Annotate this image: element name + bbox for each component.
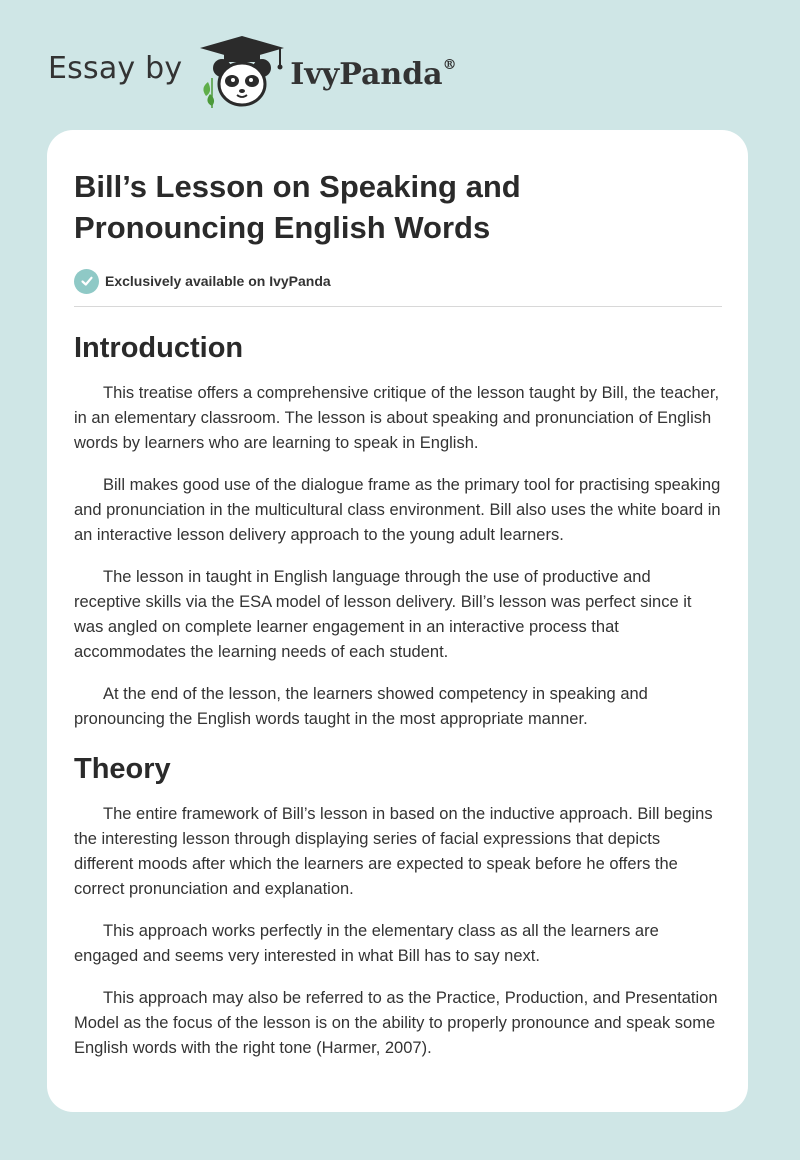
exclusive-label: Exclusively available on IvyPanda [105, 273, 331, 289]
article-card [47, 130, 748, 1112]
article-title: Bill’s Lesson on Speaking and Pronouncing English Words [74, 169, 521, 245]
brand-prefix: Essay by [48, 50, 183, 86]
brand-header [48, 34, 457, 110]
panda-graduate-icon [196, 34, 288, 110]
section-heading-theory: Theory [74, 753, 171, 785]
exclusive-badge [74, 268, 722, 294]
check-icon [74, 269, 99, 294]
paragraph: Bill makes good use of the dialogue frame as the primary tool for practising speaking and pronunciation in the multicultural class environment. Bill also uses the white board in an interactive lesson delivery approach to the young adult learners. [74, 476, 721, 544]
paragraph: This treatise offers a comprehensive critique of the lesson taught by Bill, the teacher, in an elementary classroom. The lesson is about speaking and pronunciation of English words by learners who are learning to speak in English. [74, 384, 720, 452]
divider [74, 306, 722, 307]
paragraph: This approach may also be referred to as the Practice, Production, and Presentation Model as the focus of the lesson is on the ability to properly pronounce and speak some English words with the right tone (Harmer, 2007). [74, 989, 718, 1057]
brand-name: IvyPanda® [290, 56, 457, 92]
paragraph: At the end of the lesson, the learners showed competency in speaking and pronouncing the English words taught in the most appropriate manner. [74, 685, 648, 728]
registered-mark: ® [442, 56, 457, 73]
paragraph: This approach works perfectly in the elementary class as all the learners are engaged and seems very interested in what Bill has to say next. [74, 922, 659, 965]
paragraph: The entire framework of Bill’s lesson in based on the inductive approach. Bill begins the interesting lesson through displaying series of facial expressions that depicts different moods after which the learners are expected to speak before he offers the correct pronunciation and explanation. [74, 805, 713, 898]
paragraph: The lesson in taught in English language through the use of productive and receptive skills via the ESA model of lesson delivery. Bill’s lesson was perfect since it was angled on complete learner engagement in an interactive process that accommodates the learning needs of each student. [74, 568, 692, 661]
section-heading-introduction: Introduction [74, 332, 244, 364]
